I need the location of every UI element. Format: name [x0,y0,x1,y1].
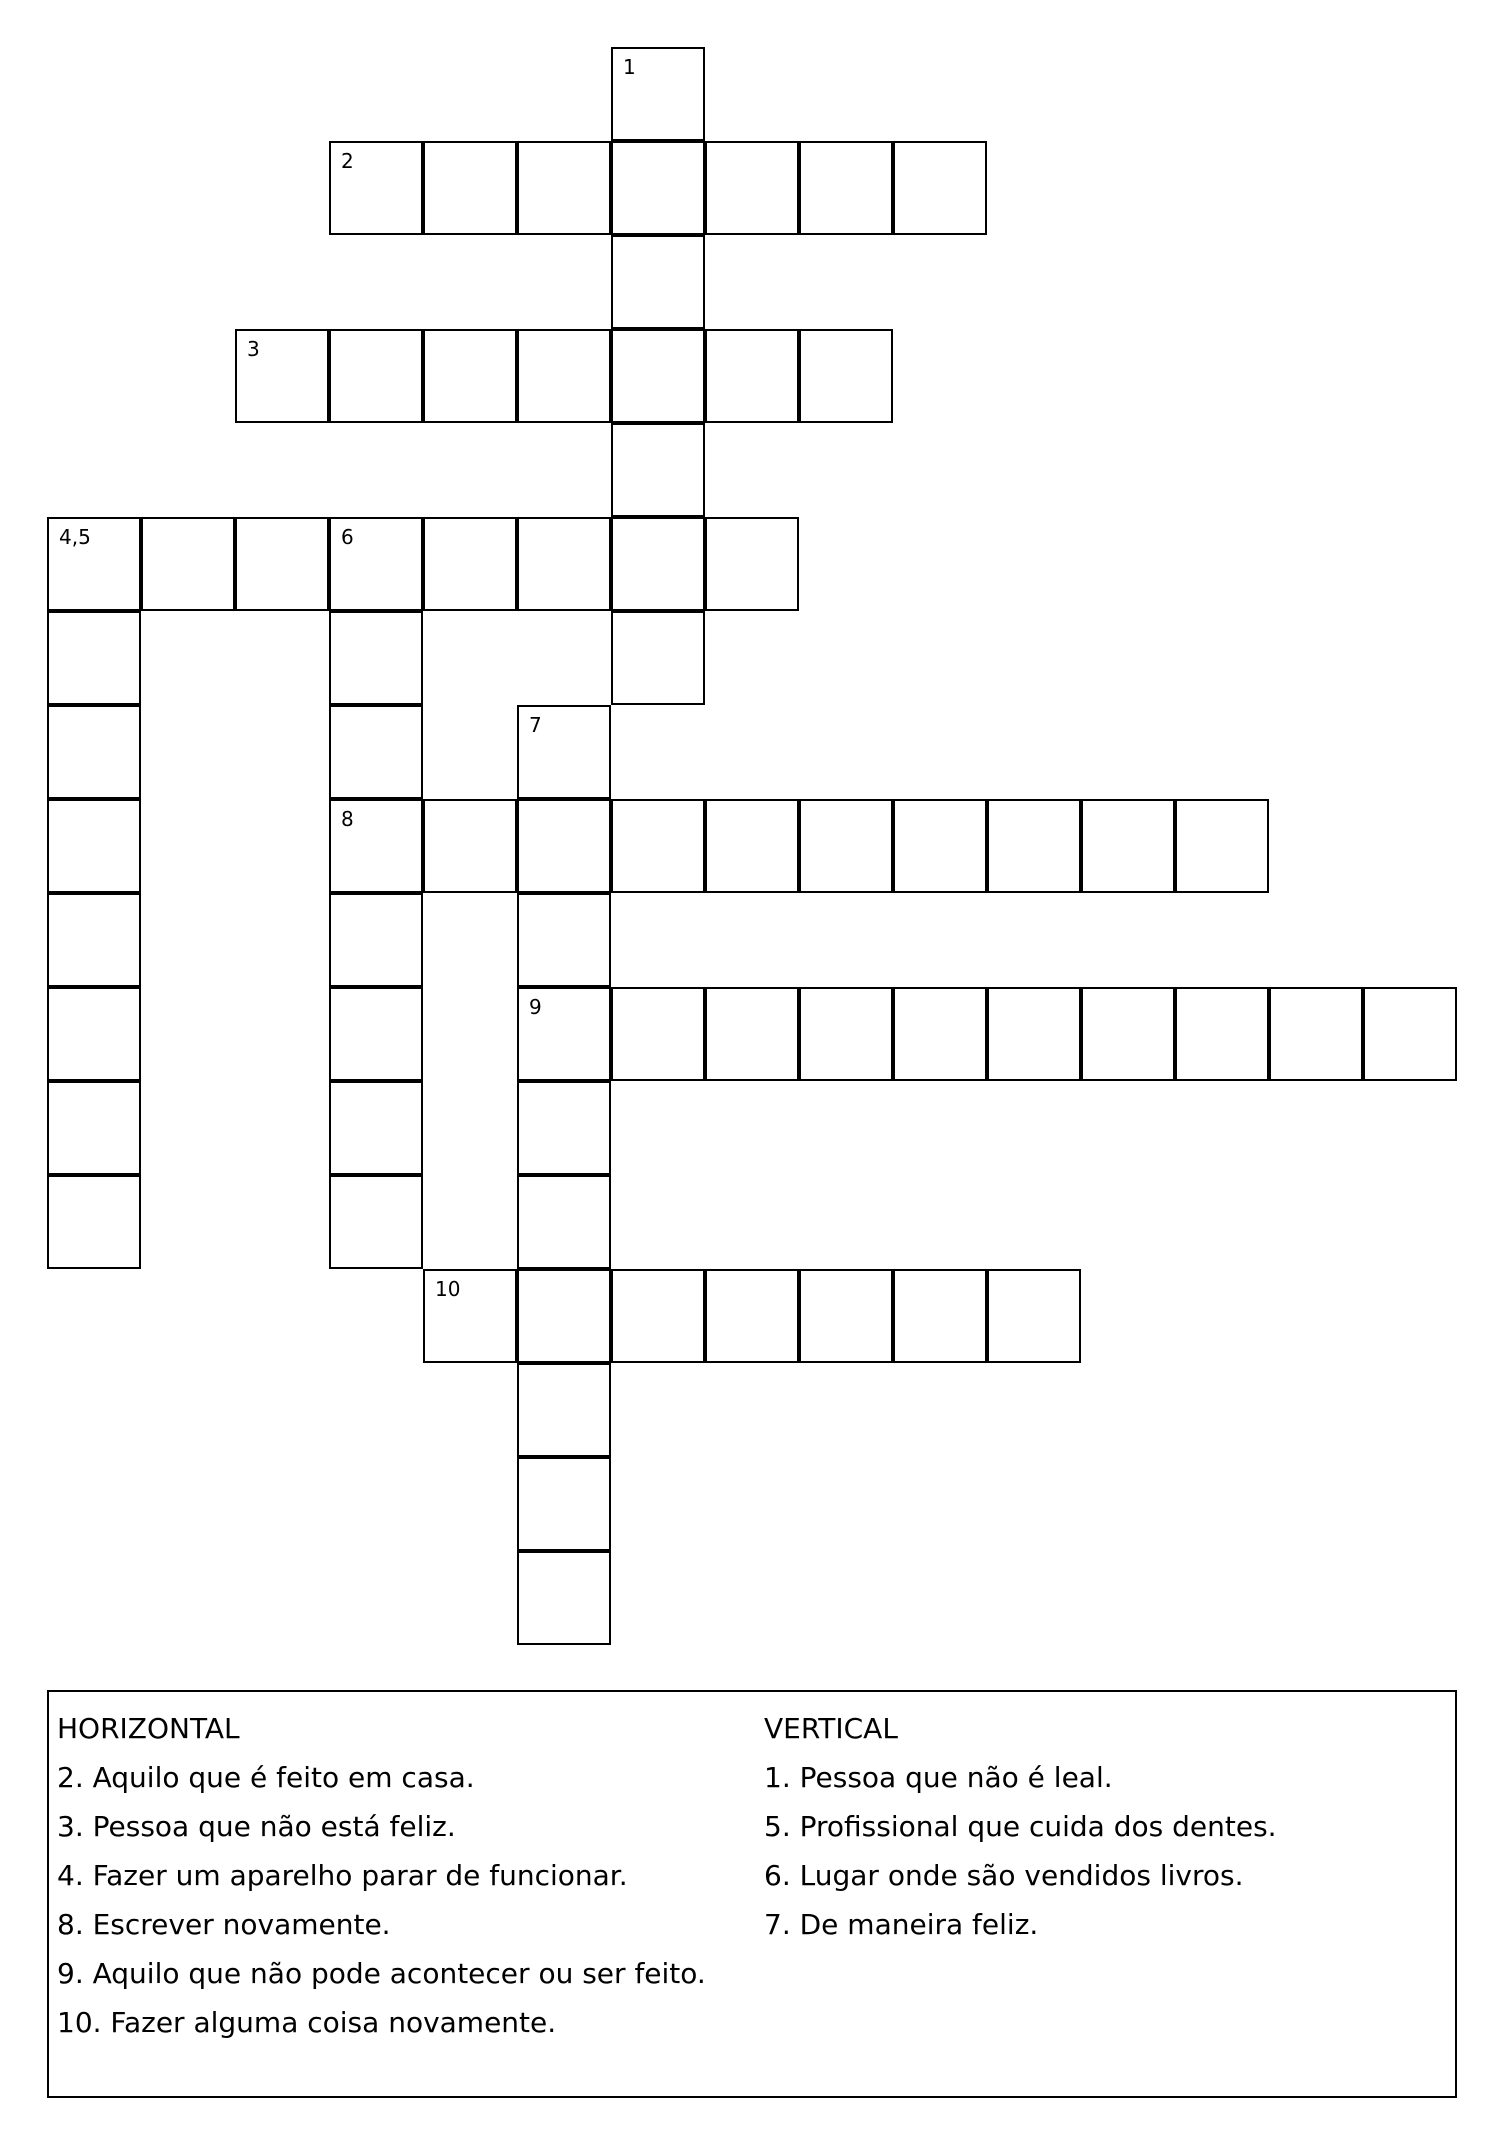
crossword-cell[interactable] [799,329,893,423]
clue-number: 9 [529,995,542,1019]
crossword-cell[interactable] [1081,987,1175,1081]
clue-number: 10 [435,1277,461,1301]
crossword-cell[interactable] [47,893,141,987]
crossword-cell[interactable] [517,893,611,987]
clue-v-5: 5. Profissional que cuida dos dentes. [764,1810,1277,1843]
horizontal-title: HORIZONTAL [57,1712,240,1745]
crossword-cell[interactable] [799,141,893,235]
crossword-cell[interactable] [517,1551,611,1645]
crossword-cell[interactable] [893,141,987,235]
crossword-cell[interactable] [611,423,705,517]
crossword-cell[interactable] [329,517,423,611]
crossword-cell[interactable] [47,611,141,705]
crossword-cell[interactable] [799,1269,893,1363]
crossword-cell[interactable] [705,517,799,611]
crossword-cell[interactable] [329,1175,423,1269]
horizontal-clues [57,1704,706,2047]
crossword-cell[interactable] [517,987,611,1081]
crossword-cell[interactable] [423,1269,517,1363]
clue-v-1: 1. Pessoa que não é leal. [764,1761,1113,1794]
crossword-cell[interactable] [517,1269,611,1363]
crossword-cell[interactable] [1269,987,1363,1081]
crossword-cell[interactable] [329,1081,423,1175]
clue-h-4: 4. Fazer um aparelho parar de funcionar. [57,1859,628,1892]
crossword-cell[interactable] [517,517,611,611]
crossword-cell[interactable] [517,141,611,235]
crossword-cell[interactable] [611,329,705,423]
crossword-cell[interactable] [611,611,705,705]
crossword-cell[interactable] [47,799,141,893]
crossword-cell[interactable] [47,1081,141,1175]
vertical-clues [764,1704,1277,1949]
crossword-cell[interactable] [893,1269,987,1363]
clue-h-10: 10. Fazer alguma coisa novamente. [57,2006,557,2039]
clue-number: 1 [623,55,636,79]
crossword-cell[interactable] [517,799,611,893]
crossword-cell[interactable] [1363,987,1457,1081]
crossword-cell[interactable] [893,799,987,893]
crossword-cell[interactable] [329,611,423,705]
crossword-cell[interactable] [893,987,987,1081]
crossword-cell[interactable] [423,799,517,893]
crossword-cell[interactable] [329,329,423,423]
crossword-cell[interactable] [987,987,1081,1081]
clue-v-7: 7. De maneira feliz. [764,1908,1039,1941]
crossword-cell[interactable] [987,1269,1081,1363]
clue-number: 6 [341,525,354,549]
crossword-cell[interactable] [987,799,1081,893]
clue-number: 2 [341,149,354,173]
crossword-cell[interactable] [329,893,423,987]
crossword-cell[interactable] [329,705,423,799]
crossword-cell[interactable] [611,987,705,1081]
crossword-cell[interactable] [517,1175,611,1269]
crossword-cell[interactable] [1175,987,1269,1081]
crossword-cell[interactable] [235,517,329,611]
clue-h-2: 2. Aquilo que é feito em casa. [57,1761,475,1794]
crossword-cell[interactable] [235,329,329,423]
clue-h-8: 8. Escrever novamente. [57,1908,391,1941]
clue-number: 8 [341,807,354,831]
crossword-cell[interactable] [423,517,517,611]
crossword-cell[interactable] [47,517,141,611]
crossword-cell[interactable] [517,1363,611,1457]
clue-v-6: 6. Lugar onde são vendidos livros. [764,1859,1244,1892]
clue-number: 3 [247,337,260,361]
crossword-cell[interactable] [611,517,705,611]
crossword-cell[interactable] [705,329,799,423]
crossword-cell[interactable] [517,329,611,423]
crossword-cell[interactable] [799,799,893,893]
clue-h-9: 9. Aquilo que não pode acontecer ou ser feito. [57,1957,706,1990]
crossword-cell[interactable] [517,1081,611,1175]
crossword-cell[interactable] [705,987,799,1081]
crossword-cell[interactable] [47,987,141,1081]
crossword-cell[interactable] [1175,799,1269,893]
crossword-cell[interactable] [329,987,423,1081]
clue-h-3: 3. Pessoa que não está feliz. [57,1810,456,1843]
crossword-cell[interactable] [611,141,705,235]
crossword-cell[interactable] [47,1175,141,1269]
vertical-title: VERTICAL [764,1712,898,1745]
clue-number: 4,5 [59,525,91,549]
crossword-cell[interactable] [517,705,611,799]
crossword-cell[interactable] [47,705,141,799]
clues-box [47,1690,1457,2098]
clue-number: 7 [529,713,542,737]
crossword-cell[interactable] [611,235,705,329]
crossword-cell[interactable] [1081,799,1175,893]
crossword-cell[interactable] [799,987,893,1081]
crossword-cell[interactable] [423,329,517,423]
crossword-cell[interactable] [705,1269,799,1363]
crossword-cell[interactable] [423,141,517,235]
crossword-cell[interactable] [611,1269,705,1363]
crossword-cell[interactable] [517,1457,611,1551]
crossword-cell[interactable] [329,141,423,235]
crossword-cell[interactable] [141,517,235,611]
crossword-cell[interactable] [329,799,423,893]
crossword-cell[interactable] [705,141,799,235]
crossword-cell[interactable] [611,47,705,141]
crossword-cell[interactable] [611,799,705,893]
crossword-cell[interactable] [705,799,799,893]
